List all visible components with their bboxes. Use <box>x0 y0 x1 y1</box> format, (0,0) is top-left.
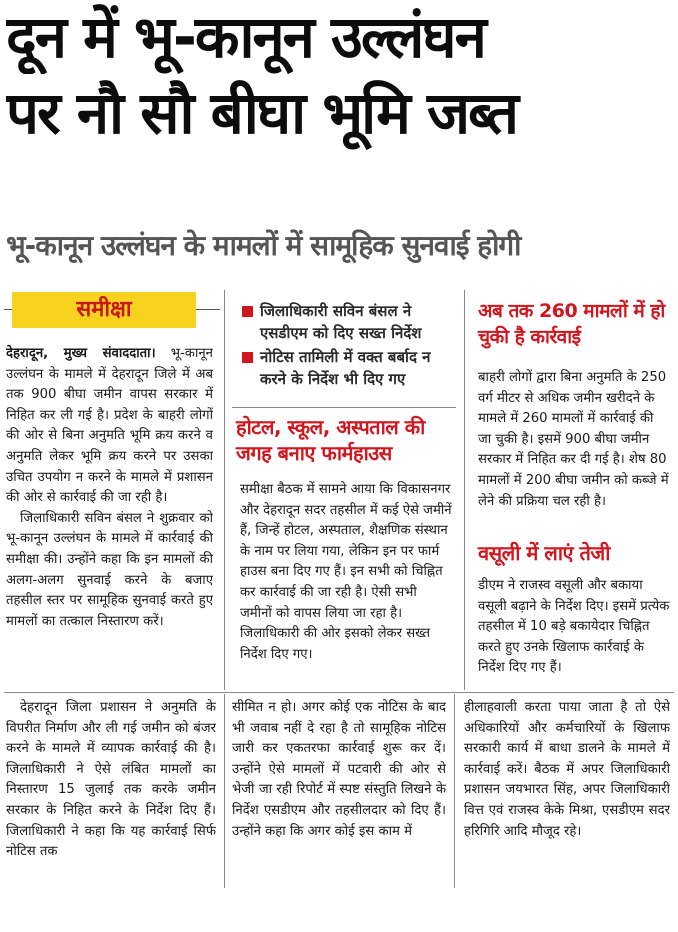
middle-separator <box>232 407 456 408</box>
key-point-1 <box>240 300 458 344</box>
section-badge <box>4 286 220 336</box>
left-paragraph-1-text: भू-कानून उल्लंघन के मामले में देहरादून जिले में अब तक 900 बीघा जमीन वापस सरकार में निहित कर ली गई है। प्रदेश के बाहरी लोगों की ओर से बिना अनुमति भूमि क्रय करने व अनुमति लेकर भूमि क्रय करने पर उसका उचित उपयोग न करने के मामले में प्रशासन की ओर से कार्रवाई की जा रही है। <box>6 346 213 506</box>
bottom-column-2: सीमित न हो। अगर कोई एक नोटिस के बाद भी जवाब नहीं दे रहा है तो सामूहिक नोटिस जारी कर एकतरफा कार्रवाई शुरू कर दें। उन्होंने ऐसे मामलों में पटवारी की ओर से भेजी जा रही रिपोर्ट में स्पष्ट संस्तुति लिखने के निर्देश एसडीएम और तहसीलदार को दिए हैं। उन्होंने कहा कि अगर कोई इस काम में <box>232 700 446 839</box>
right-body-2: डीएम ने राजस्व वसूली और बकाया वसूली बढ़ाने के निर्देश दिए। इसमें प्रत्येक तहसील में 10 बड़े बकायेदार चिह्नित करते हुए उनके खिलाफ कार्रवाई के निर्देश दिए गए हैं। <box>478 578 670 676</box>
dateline: देहरादून, मुख्य संवाददाता। <box>6 346 156 361</box>
subheadline: भू-कानून उल्लंघन के मामलों में सामूहिक सुनवाई होगी <box>6 229 521 262</box>
key-point-2-text: नोटिस तामिली में वक्त बर्बाद न करने के निर्देश भी दिए गए <box>260 348 431 388</box>
headline <box>6 0 674 208</box>
bullet-square-icon <box>242 352 253 363</box>
badge-label: समीक्षा <box>12 292 196 328</box>
bottom-column-1-text: देहरादून जिला प्रशासन ने अनुमति के विपरीत निर्माण और ली गई जमीन को बंजर करने के मामले में व्यापक कार्रवाई की है। जिलाधिकारी ने ऐसे लंबित मामलों का निस्तारण 15 जुलाई तक करके जमीन सरकार के निहित करने के निर्देश दिए हैं। जिलाधिकारी ने कहा कि यह कार्रवाई सिर्फ नोटिस तक <box>6 700 216 860</box>
key-point-1-text: जिलाधिकारी सविन बंसल ने एसडीएम को दिए सख्त निर्देश <box>260 302 422 342</box>
bottom-column-1 <box>6 698 216 888</box>
headline-line-1: दून में भू-कानून उल्लंघन <box>6 3 485 71</box>
bullet-square-icon <box>242 306 253 317</box>
bottom-separator <box>4 692 674 693</box>
column-divider-1 <box>224 290 225 690</box>
column-divider-3 <box>224 694 225 888</box>
key-point-2 <box>240 346 458 390</box>
left-paragraph-1 <box>6 344 213 509</box>
column-divider-2 <box>464 290 465 690</box>
headline-line-2: पर नौ सौ बीघा भूमि जब्त <box>6 79 517 147</box>
middle-heading: होटल, स्कूल, अस्पताल की जगह बनाए फार्महाउस <box>236 415 425 465</box>
right-heading-1: अब तक 260 मामलों में हो चुकी है कार्रवाई <box>478 300 665 348</box>
right-heading-2: वसूली में लाएं तेजी <box>478 541 610 565</box>
key-points <box>240 300 458 392</box>
left-paragraph-2: जिलाधिकारी सविन बंसल ने शुक्रवार को भू-कानून उल्लंघन के मामले में कार्रवाई की समीक्षा की। उन्होंने कहा कि इन मामलों की अलग-अलग सुनवाई करने के बजाए तहसील स्तर पर सामूहिक सुनवाई करते हुए मामलों का तत्काल निस्तारण करें। <box>6 510 213 629</box>
column-divider-4 <box>454 694 455 888</box>
left-column <box>6 344 213 690</box>
right-body-1: बाहरी लोगों द्वारा बिना अनुमति के 250 वर्ग मीटर से अधिक जमीन खरीदने के मामले में 260 मामलों में कार्रवाई की जा चुकी है। इसमें 900 बीघा जमीन सरकार में निहित कर दी गई है। शेष 80 मामलों में 200 बीघा जमीन को कब्जे में लेने की प्रक्रिया चल रही है। <box>478 370 669 509</box>
middle-body: समीक्षा बैठक में सामने आया कि विकासनगर और देहरादून सदर तहसील में कई ऐसे जमीनें हैं, जिन्हें होटल, अस्पताल, शैक्षणिक संस्थान के नाम पर लिया गया, लेकिन इन पर फार्म हाउस बना दिए गए हैं। इन सभी को चिह्नित कर कार्रवाई की जा रही है। ऐसी सभी जमीनों को वापस लिया जा रहा है। जिलाधिकारी की ओर इसको लेकर सख्त निर्देश दिए गए। <box>240 482 452 662</box>
bottom-column-3: हीलाहवाली करता पाया जाता है तो ऐसे अधिकारियों और कर्मचारियों के खिलाफ सरकारी कार्य में बाधा डालने के मामले में कार्रवाई करें। बैठक में अपर जिलाधिकारी प्रशासन जयभारत सिंह, अपर जिलाधिकारी वित्त एवं राजस्व केके मिश्रा, एसडीएम सदर हरिगिरि आदि मौजूद रहे। <box>464 700 670 839</box>
